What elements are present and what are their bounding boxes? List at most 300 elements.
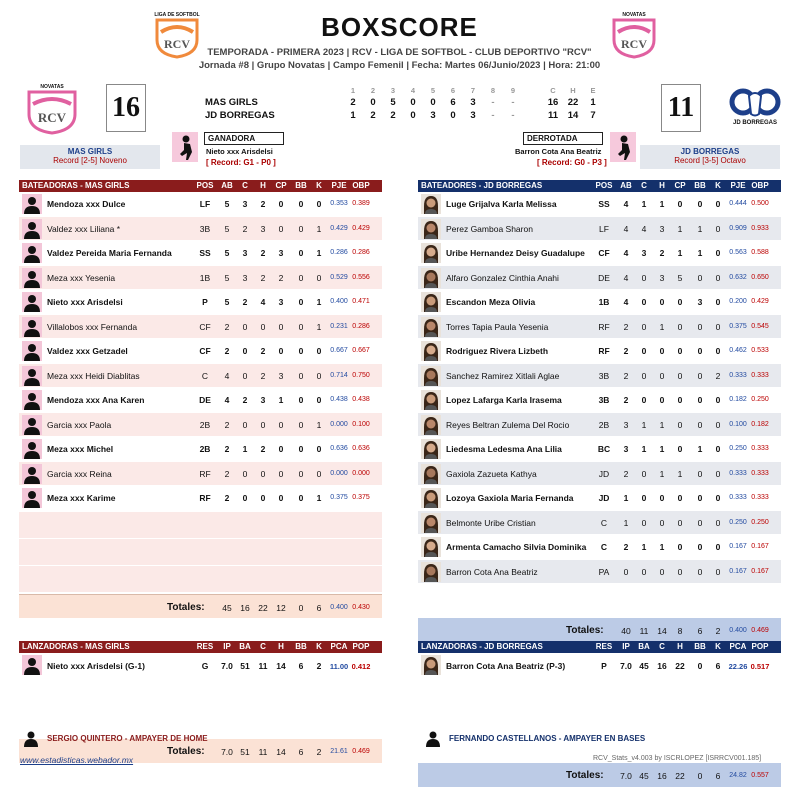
right-pitching-panel <box>418 641 781 679</box>
stat-h: 0 <box>659 566 665 577</box>
stat-res: G <box>201 661 209 671</box>
stat-cp: 0 <box>677 542 683 552</box>
stat-k: 0 <box>316 468 322 479</box>
linescore-innings <box>205 86 615 96</box>
batter-row[interactable] <box>418 290 781 315</box>
inning-label: E <box>590 86 596 95</box>
batter-row[interactable] <box>418 192 781 217</box>
away-score: 11 <box>661 84 701 132</box>
stat-pje: 0.167 <box>729 567 747 575</box>
batter-row[interactable] <box>418 388 781 413</box>
stat-res: P <box>601 661 607 671</box>
batter-row[interactable] <box>418 511 781 536</box>
stat-obp: 0.429 <box>352 224 370 232</box>
batter-row[interactable] <box>418 339 781 364</box>
stat-cp: 0 <box>278 223 284 234</box>
batter-row[interactable] <box>418 462 781 487</box>
empty-row <box>19 512 382 538</box>
linescore-value: 3 <box>470 110 476 121</box>
player-silhouette-icon <box>22 390 42 410</box>
pit-left-col-h: H <box>278 642 284 651</box>
stat-ab: 2 <box>623 321 629 332</box>
stat-h: 2 <box>260 272 266 283</box>
home-team-box <box>20 145 160 169</box>
bat-left-col-pos: POS <box>196 181 214 190</box>
stat-c: 3 <box>242 248 248 258</box>
league-logo-caption: LIGA DE SOFTBOL <box>154 12 200 18</box>
bat-right-col-cp: CP <box>674 181 686 190</box>
stat-bb: 0 <box>298 199 304 209</box>
stat-k: 0 <box>715 517 721 528</box>
stat-bb: 0 <box>298 248 304 258</box>
stat-pos: 3B <box>598 395 610 405</box>
totals-label: Totales: <box>566 770 604 781</box>
player-name[interactable]: Reyes Beltran Zulema Del Rocio <box>446 419 570 430</box>
stat-bb: 0 <box>298 272 304 283</box>
batter-row[interactable] <box>418 560 781 585</box>
player-name[interactable]: Meza xxx Yesenia <box>47 272 116 283</box>
stat-cp: 0 <box>677 419 683 430</box>
total-value: 14 <box>657 626 667 636</box>
stat-obp: 0.167 <box>751 567 769 575</box>
stat-pca: 22.26 <box>728 662 748 671</box>
home-team-record: Record [2-5] Noveno <box>53 156 127 165</box>
stat-obp: 0.167 <box>751 543 769 550</box>
player-avatar <box>421 390 441 410</box>
batter-row[interactable] <box>19 217 382 242</box>
stat-obp: 0.429 <box>751 298 769 305</box>
player-avatar <box>421 194 441 214</box>
stat-pos: 1B <box>199 272 211 283</box>
logo-letters-left: RCV <box>164 37 190 51</box>
player-silhouette-icon <box>22 655 42 675</box>
total-value: 45 <box>639 771 649 781</box>
stat-bb: 0 <box>697 419 703 430</box>
stat-ab: 2 <box>623 346 629 356</box>
stat-k: 0 <box>316 346 322 356</box>
stat-h: 2 <box>260 444 266 454</box>
stat-pop: 0.412 <box>351 662 371 671</box>
total-value: 0 <box>298 603 304 613</box>
stat-pje: 0.714 <box>330 371 348 379</box>
batter-row[interactable] <box>19 192 382 217</box>
linescore-value: 7 <box>590 110 596 121</box>
ram-icon <box>727 86 783 118</box>
pit-right-col-h: H <box>677 642 683 651</box>
stat-ab: 5 <box>224 272 230 283</box>
stat-h: 22 <box>675 661 685 671</box>
stat-k: 1 <box>316 248 322 258</box>
stat-bb: 0 <box>298 297 304 307</box>
totals-label: Totales: <box>167 602 205 613</box>
linescore-value: 1 <box>350 110 356 121</box>
stat-pje: 0.462 <box>729 347 747 354</box>
player-avatar <box>421 268 441 288</box>
stat-cp: 3 <box>278 248 284 258</box>
stat-pos: SS <box>598 199 610 209</box>
player-name[interactable]: Barron Cota Ana Beatriz (P-3) <box>446 661 566 671</box>
inning-label: 8 <box>490 86 496 95</box>
stat-ab: 0 <box>623 566 629 577</box>
stat-c: 4 <box>641 223 647 234</box>
stat-c: 2 <box>242 297 248 307</box>
player-silhouette-icon <box>22 194 42 214</box>
linescore-value: 2 <box>390 110 396 121</box>
stat-c: 0 <box>242 321 248 332</box>
stat-ab: 2 <box>623 395 629 405</box>
batter-row[interactable] <box>19 486 382 511</box>
stat-pos: BC <box>597 444 611 454</box>
stat-cp: 0 <box>677 566 683 577</box>
stat-h: 1 <box>659 321 665 332</box>
player-name[interactable]: Gaxiola Zazueta Kathya <box>446 468 537 479</box>
stat-cp: 3 <box>278 370 284 381</box>
stat-ab: 4 <box>224 370 230 381</box>
stat-c: 0 <box>641 468 647 479</box>
stat-pos: CF <box>199 346 211 356</box>
left-pitching-panel <box>19 641 382 679</box>
batter-row[interactable] <box>418 315 781 340</box>
linescore-value: 1 <box>590 97 596 108</box>
stat-pje: 0.250 <box>729 518 747 526</box>
stat-c: 0 <box>641 493 647 503</box>
pit-right-col-k: K <box>715 642 721 651</box>
winning-pitcher-name: Nieto xxx Arisdelsi <box>206 147 273 156</box>
stat-bb: 3 <box>697 297 703 307</box>
stat-k: 0 <box>715 493 721 503</box>
stat-c: 16 <box>657 661 667 671</box>
player-name[interactable]: Luge Grijalva Karla Melissa <box>446 199 557 209</box>
pit-left-col-bb: BB <box>295 642 307 651</box>
stat-ab: 2 <box>224 493 230 503</box>
batter-row[interactable] <box>19 413 382 438</box>
stat-pje: 0.632 <box>729 273 747 281</box>
stat-obp: 0.750 <box>352 371 370 379</box>
stat-pje: 0.563 <box>729 249 747 256</box>
batter-row[interactable] <box>418 241 781 266</box>
website-link[interactable]: www.estadisticas.webador.mx <box>20 755 134 765</box>
stat-k: 0 <box>316 370 322 381</box>
stat-c: 1 <box>641 199 647 209</box>
winning-pitcher-record: [ Record: G1 - P0 ] <box>206 158 276 167</box>
total-value: 7.0 <box>620 771 632 781</box>
stat-c: 0 <box>641 321 647 332</box>
stat-k: 1 <box>316 223 322 234</box>
inning-label: 1 <box>350 86 356 95</box>
stat-bb: 1 <box>697 223 703 234</box>
left-pitching-title: LANZADORAS - MAS GIRLS <box>22 642 130 651</box>
batter-row[interactable] <box>418 535 781 560</box>
right-pitching-title: LANZADORAS - JD BORREGAS <box>421 642 543 651</box>
player-name[interactable]: Lopez Lafarga Karla Irasema <box>446 395 562 405</box>
stat-pos: RF <box>598 321 610 332</box>
player-name[interactable]: Barron Cota Ana Beatriz <box>446 566 538 577</box>
player-name[interactable]: Sanchez Ramirez Xitlali Aglae <box>446 370 560 381</box>
stat-ab: 2 <box>224 468 230 479</box>
stat-cp: 0 <box>278 346 284 356</box>
player-avatar <box>421 219 441 239</box>
pit-left-col-pop: POP <box>352 642 370 651</box>
inning-label: 2 <box>370 86 376 95</box>
stat-pos: 3B <box>598 370 610 381</box>
linescore-value: 3 <box>470 97 476 108</box>
player-name[interactable]: Mendoza xxx Dulce <box>47 199 126 209</box>
player-silhouette-icon <box>22 243 42 263</box>
total-pct: 24.82 <box>729 772 747 779</box>
losing-pitcher-icon <box>610 132 636 162</box>
player-name[interactable]: Garcia xxx Reina <box>47 468 112 479</box>
umpire-icon <box>22 731 40 747</box>
stat-obp: 0.588 <box>751 249 769 256</box>
pitcher-row[interactable] <box>418 653 781 679</box>
linescore-value: 0 <box>430 97 436 108</box>
linescore-value: 6 <box>450 97 456 108</box>
player-silhouette-icon <box>22 366 42 386</box>
stat-pje: 0.100 <box>729 420 747 428</box>
stat-k: 1 <box>316 297 322 307</box>
stat-pje: 0.400 <box>330 298 348 305</box>
batter-row[interactable] <box>418 486 781 511</box>
stat-c: 0 <box>641 297 647 307</box>
pit-left-col-res: RES <box>196 642 214 651</box>
pitcher-row[interactable] <box>19 653 382 679</box>
player-name[interactable]: Valdez xxx Liliana * <box>47 223 121 234</box>
stat-pje: 0.375 <box>330 494 348 501</box>
stat-k: 0 <box>715 297 721 307</box>
total-pct: 0.469 <box>751 627 769 634</box>
stat-h: 0 <box>260 419 266 430</box>
stat-cp: 1 <box>677 248 683 258</box>
batter-row[interactable] <box>19 364 382 389</box>
stat-pos: PA <box>598 566 610 577</box>
stat-k: 1 <box>316 321 322 332</box>
total-pct: 0.400 <box>330 604 348 611</box>
player-name[interactable]: Uribe Hernandez Deisy Guadalupe <box>446 248 585 258</box>
batter-row[interactable] <box>418 217 781 242</box>
player-name[interactable]: Torres Tapia Paula Yesenia <box>446 321 549 332</box>
player-name[interactable]: Belmonte Uribe Cristian <box>446 517 536 528</box>
linescore-value: 16 <box>547 97 559 108</box>
player-name[interactable]: Meza xxx Karime <box>47 493 116 503</box>
stat-k: 0 <box>715 566 721 577</box>
stat-cp: 5 <box>677 272 683 283</box>
player-name[interactable]: Armenta Camacho Silvia Dominika <box>446 542 587 552</box>
stat-bb: 0 <box>697 661 703 671</box>
bat-left-col-k: K <box>316 181 322 190</box>
player-name[interactable]: Alfaro Gonzalez Cinthia Anahi <box>446 272 559 283</box>
stat-pje: 0.000 <box>330 420 348 428</box>
stat-bb: 0 <box>298 223 304 234</box>
rcv-shield-icon <box>25 90 79 134</box>
losing-pitcher-name: Barron Cota Ana Beatriz <box>515 147 602 156</box>
linescore <box>205 86 615 122</box>
stat-ab: 5 <box>224 199 230 209</box>
linescore-team: MAS GIRLS <box>205 97 258 108</box>
inning-label: H <box>570 86 576 95</box>
batter-row[interactable] <box>19 462 382 487</box>
bat-right-col-pos: POS <box>595 181 613 190</box>
total-value: 6 <box>715 771 721 781</box>
stat-bb: 0 <box>298 370 304 381</box>
total-value: 8 <box>677 626 683 636</box>
inning-label: 3 <box>390 86 396 95</box>
stat-obp: 0.333 <box>751 445 769 452</box>
player-name[interactable]: Meza xxx Heidi Diablitas <box>47 370 140 381</box>
stat-h: 2 <box>659 248 665 258</box>
stat-k: 0 <box>715 248 721 258</box>
bat-left-col-ab: AB <box>221 181 233 190</box>
total-value: 11 <box>639 626 649 636</box>
player-avatar <box>421 317 441 337</box>
player-name[interactable]: Meza xxx Michel <box>47 444 114 454</box>
stat-obp: 0.286 <box>352 249 370 256</box>
player-name[interactable]: Perez Gamboa Sharon <box>446 223 533 234</box>
umpire-icon <box>424 731 442 747</box>
player-avatar <box>421 292 441 312</box>
linescore-value: - <box>491 97 495 108</box>
stat-pos: DE <box>199 395 211 405</box>
batter-row[interactable] <box>418 266 781 291</box>
stat-obp: 0.471 <box>352 298 370 305</box>
player-avatar <box>421 537 441 557</box>
batter-row[interactable] <box>19 388 382 413</box>
batter-row[interactable] <box>418 364 781 389</box>
stat-bb: 0 <box>697 370 703 381</box>
stat-pos: 1B <box>598 297 610 307</box>
player-silhouette-icon <box>22 317 42 337</box>
winner-label: GANADORA <box>204 132 284 145</box>
stat-ab: 2 <box>224 419 230 430</box>
batter-row[interactable] <box>19 241 382 266</box>
player-name[interactable]: Villalobos xxx Fernanda <box>47 321 138 332</box>
pit-left-col-ip: IP <box>223 642 231 651</box>
totals-label: Totales: <box>167 746 205 757</box>
player-name[interactable]: Escandon Meza Olivia <box>446 297 536 307</box>
player-name[interactable]: Mendoza xxx Ana Karen <box>47 395 145 405</box>
player-name[interactable]: Liedesma Ledesma Ana Lilia <box>446 444 562 454</box>
stat-pje: 0.444 <box>729 200 747 207</box>
batter-row[interactable] <box>19 290 382 315</box>
stat-h: 3 <box>260 223 266 234</box>
linescore-value: 14 <box>567 110 579 121</box>
batter-row[interactable] <box>418 437 781 462</box>
total-value: 6 <box>316 603 322 613</box>
stat-h: 1 <box>659 444 665 454</box>
player-avatar <box>421 464 441 484</box>
inning-label: 7 <box>470 86 476 95</box>
stat-h: 0 <box>659 395 665 405</box>
stat-obp: 0.667 <box>352 347 370 354</box>
batter-row[interactable] <box>19 315 382 340</box>
right-batting-totals <box>418 618 781 642</box>
stat-pos: CF <box>199 321 211 332</box>
player-name[interactable]: Garcia xxx Paola <box>47 419 112 430</box>
stat-c: 3 <box>641 248 647 258</box>
stat-c: 0 <box>242 493 248 503</box>
stat-pje: 0.353 <box>330 200 348 207</box>
stat-ab: 5 <box>224 297 230 307</box>
stat-pos: RF <box>598 346 610 356</box>
stat-c: 1 <box>641 444 647 454</box>
stat-ab: 1 <box>623 493 629 503</box>
total-value: 7.0 <box>221 747 233 757</box>
stat-c: 0 <box>242 468 248 479</box>
right-batting-title: BATEADORES - JD BORREGAS <box>421 181 543 190</box>
stat-cp: 0 <box>278 444 284 454</box>
stat-h: 2 <box>260 346 266 356</box>
player-avatar <box>421 366 441 386</box>
batter-row[interactable] <box>19 437 382 462</box>
player-silhouette-icon <box>22 488 42 508</box>
bat-right-col-c: C <box>641 181 647 190</box>
right-batting-panel <box>418 180 781 584</box>
player-avatar <box>421 341 441 361</box>
left-batting-title: BATEADORAS - MAS GIRLS <box>22 181 130 190</box>
stat-cp: 0 <box>677 395 683 405</box>
inning-label: C <box>550 86 556 95</box>
stat-pje: 0.250 <box>729 445 747 452</box>
stat-obp: 0.000 <box>352 469 370 477</box>
stat-h: 1 <box>659 419 665 430</box>
batter-row[interactable] <box>19 266 382 291</box>
stat-bb: 0 <box>697 272 703 283</box>
player-avatar <box>421 243 441 263</box>
player-name[interactable]: Valdez xxx Getzadel <box>47 346 128 356</box>
inning-label: 4 <box>410 86 416 95</box>
stat-bb: 0 <box>298 493 304 503</box>
away-logo-caption: JD BORREGAS <box>732 120 777 126</box>
stat-ab: 5 <box>224 248 230 258</box>
stat-h: 0 <box>659 370 665 381</box>
total-value: 11 <box>258 747 268 757</box>
total-value: 0 <box>697 771 703 781</box>
stat-pos: P <box>202 297 208 307</box>
total-value: 16 <box>240 603 250 613</box>
total-value: 6 <box>298 747 304 757</box>
stat-ab: 3 <box>623 419 629 430</box>
total-pct: 0.557 <box>751 772 769 779</box>
right-pitching-header <box>418 641 781 653</box>
player-name[interactable]: Valdez Pereida Maria Fernanda <box>47 248 172 258</box>
pit-right-col-ba: BA <box>638 642 650 651</box>
stat-obp: 0.636 <box>352 445 370 452</box>
stat-ab: 2 <box>623 370 629 381</box>
stat-ab: 4 <box>224 395 230 405</box>
stat-cp: 2 <box>278 272 284 283</box>
total-value: 14 <box>276 747 286 757</box>
batter-row[interactable] <box>418 413 781 438</box>
player-name[interactable]: Nieto xxx Arisdelsi (G-1) <box>47 661 145 671</box>
batter-row[interactable] <box>19 339 382 364</box>
away-team-name: JD BORREGAS <box>680 147 740 156</box>
stat-cp: 0 <box>278 493 284 503</box>
stat-c: 0 <box>641 517 647 528</box>
stat-pje: 0.667 <box>330 347 348 354</box>
linescore-home <box>205 97 615 109</box>
stat-bb: 0 <box>697 493 703 503</box>
umpire-home: SERGIO QUINTERO - AMPAYER DE HOME <box>47 734 208 743</box>
player-name[interactable]: Rodriguez Rivera Lizbeth <box>446 346 549 356</box>
inning-label: 9 <box>510 86 516 95</box>
player-silhouette-icon <box>22 268 42 288</box>
stat-pos: CF <box>598 248 610 258</box>
stat-ba: 45 <box>639 661 649 671</box>
page-title: BOXSCORE <box>321 12 478 42</box>
player-name[interactable]: Lozoya Gaxiola Maria Fernanda <box>446 493 574 503</box>
player-name[interactable]: Nieto xxx Arisdelsi <box>47 297 123 307</box>
player-silhouette-icon <box>22 464 42 484</box>
player-silhouette-icon <box>22 439 42 459</box>
